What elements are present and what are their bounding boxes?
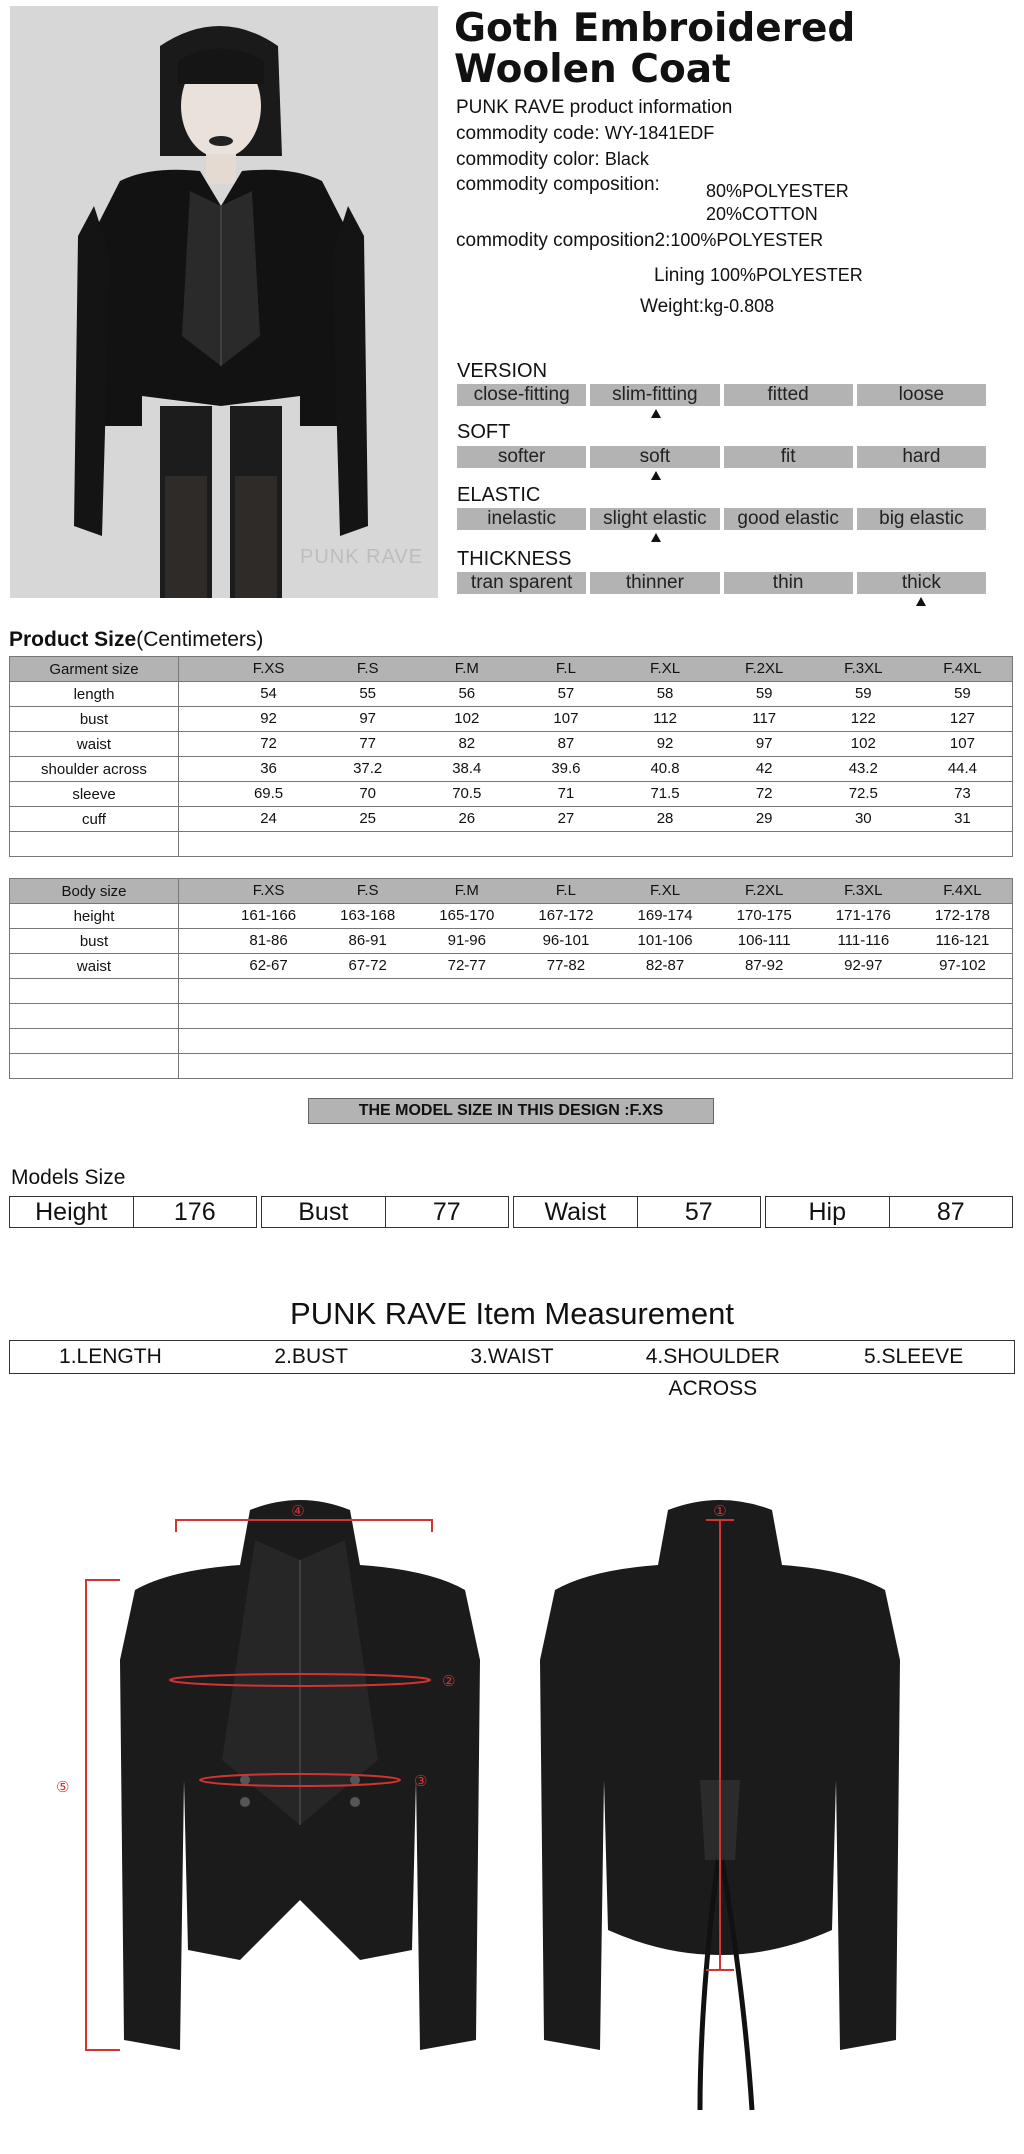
table-header-label: Body size	[10, 879, 179, 904]
table-cell: 39.6	[551, 760, 581, 777]
color-value: Black	[604, 149, 649, 169]
row-label: cuff	[10, 807, 179, 832]
lining-label: Lining	[654, 265, 705, 286]
table-cell: 172-178	[934, 907, 990, 924]
row-label: sleeve	[10, 782, 179, 807]
code-row	[456, 122, 714, 145]
model-measure-label: Waist	[544, 1198, 607, 1226]
product-size-title	[9, 628, 263, 652]
table-row-empty	[10, 1054, 1013, 1079]
table-cell: 92	[260, 710, 277, 727]
table-cell: 44.4	[947, 760, 978, 777]
model-size-note: THE MODEL SIZE IN THIS DESIGN :F.XS	[308, 1098, 714, 1124]
scale-option: big elastic	[857, 508, 986, 530]
model-measure-label: Hip	[808, 1198, 846, 1226]
model-measure-value: 57	[637, 1197, 761, 1227]
row-label: waist	[10, 732, 179, 757]
table-row-empty	[10, 832, 1013, 857]
model-measure-hip	[765, 1196, 1013, 1228]
size-header: F.2XL	[745, 660, 784, 677]
size-header: F.S	[356, 882, 379, 899]
table-cell: 163-168	[340, 907, 396, 924]
scale-elastic-title: ELASTIC	[457, 484, 541, 506]
scale-option: thinner	[590, 572, 719, 594]
info-heading: PUNK RAVE product information	[456, 97, 733, 118]
table-cell: 62-67	[249, 957, 288, 974]
table-cell: 59	[954, 685, 971, 702]
table-cell: 87	[557, 735, 575, 752]
garment-measurement-diagram	[0, 1480, 1024, 2120]
size-header: F.XL	[650, 882, 681, 899]
table-cell: 59	[854, 685, 872, 702]
table-cell: 24	[260, 810, 277, 827]
model-measure-waist	[513, 1196, 761, 1228]
composition-value-2: 20%COTTON	[706, 204, 818, 224]
scale-option: thick	[857, 572, 986, 594]
table-cell: 38.4	[452, 760, 482, 777]
product-size-title-text: Product Size	[9, 628, 137, 651]
table-cell: 54	[260, 685, 277, 702]
table-cell: 70	[359, 785, 377, 802]
measurement-title: PUNK RAVE Item Measurement	[290, 1296, 734, 1331]
table-cell: 73	[954, 785, 971, 802]
table-cell: 70.5	[452, 785, 482, 802]
table-cell: 82	[458, 735, 476, 752]
scale-option: soft	[590, 446, 719, 468]
table-row-empty	[10, 979, 1013, 1004]
model-measure-value: 176	[133, 1197, 257, 1227]
table-cell: 97	[359, 710, 377, 727]
table-cell: 161-166	[241, 907, 297, 924]
size-header: F.3XL	[844, 660, 883, 677]
table-cell: 56	[458, 685, 476, 702]
table-cell: 102	[850, 735, 876, 752]
table-cell: 29	[755, 810, 773, 827]
table-cell: 55	[359, 685, 377, 702]
size-header: F.XS	[252, 660, 285, 677]
table-cell: 72	[260, 735, 277, 752]
table-cell: 72.5	[848, 785, 878, 802]
table-row	[10, 732, 1013, 757]
table-cell: 107	[949, 735, 975, 752]
size-header: F.XS	[252, 882, 285, 899]
body-size-table	[9, 878, 1013, 1079]
table-cell: 91-96	[447, 932, 486, 949]
size-header: F.L	[555, 882, 576, 899]
table-cell: 77-82	[546, 957, 586, 974]
table-cell: 37.2	[353, 760, 383, 777]
scale-option: inelastic	[457, 508, 586, 530]
composition-value-1: 80%POLYESTER	[706, 181, 849, 201]
table-cell: 72-77	[447, 957, 486, 974]
scale-option: fit	[724, 446, 853, 468]
photo-watermark: PUNK RAVE	[300, 546, 424, 568]
measurement-item: 5.SLEEVE	[863, 1345, 964, 1368]
weight-label: Weight:	[640, 296, 705, 317]
table-cell: 116-121	[935, 932, 990, 949]
table-cell: 97	[755, 735, 773, 752]
table-cell: 171-176	[835, 907, 891, 924]
scale-option: slim-fitting	[590, 384, 719, 406]
model-measure-bust	[261, 1196, 509, 1228]
model-figure	[10, 6, 438, 598]
product-size-unit: (Centimeters)	[136, 628, 264, 651]
scale-thickness	[457, 572, 986, 594]
sleeve-line	[86, 1580, 120, 2050]
lining-row	[654, 264, 863, 287]
size-header: F.4XL	[943, 882, 982, 899]
measurement-item: 1.LENGTH	[59, 1345, 162, 1368]
table-row	[10, 904, 1013, 929]
table-cell: 96-101	[542, 932, 590, 949]
table-row	[10, 929, 1013, 954]
table-row-empty	[10, 1029, 1013, 1054]
marker-bust: ②	[442, 1673, 456, 1690]
row-label: waist	[10, 954, 179, 979]
size-header: F.3XL	[844, 882, 883, 899]
scale-version	[457, 384, 986, 406]
scale-soft	[457, 446, 986, 468]
table-cell: 43.2	[848, 760, 878, 777]
table-cell: 28	[656, 810, 674, 827]
table-cell: 101-106	[637, 932, 693, 949]
table-cell: 165-170	[439, 907, 495, 924]
model-measure-label: Bust	[298, 1198, 349, 1226]
scale-option: loose	[857, 384, 986, 406]
color-label: commodity color:	[456, 149, 600, 170]
models-size-title: Models Size	[11, 1166, 126, 1189]
code-value: WY-1841EDF	[604, 123, 715, 143]
table-cell: 111-116	[837, 932, 890, 949]
table-cell: 26	[458, 810, 476, 827]
scale-option: tran sparent	[457, 572, 586, 594]
table-cell: 86-91	[348, 932, 387, 949]
table-header-row	[10, 879, 1013, 904]
table-cell: 25	[359, 810, 377, 827]
table-cell: 40.8	[650, 760, 680, 777]
size-header: F.M	[454, 660, 479, 677]
table-cell: 106-111	[737, 932, 791, 949]
selected-marker-icon	[916, 597, 926, 606]
table-cell: 81-86	[249, 932, 288, 949]
weight-value: kg-0.808	[704, 296, 775, 316]
row-label: shoulder across	[10, 757, 179, 782]
row-label: length	[10, 682, 179, 707]
marker-shoulder: ④	[291, 1503, 305, 1520]
models-size-row	[9, 1196, 1013, 1228]
table-cell: 167-172	[538, 907, 594, 924]
table-row	[10, 782, 1013, 807]
scale-option: good elastic	[724, 508, 853, 530]
size-header: F.S	[356, 660, 379, 677]
table-row	[10, 757, 1013, 782]
product-title	[454, 8, 1014, 90]
model-measure-value: 77	[385, 1197, 509, 1227]
scale-option: slight elastic	[590, 508, 719, 530]
selected-marker-icon	[651, 409, 661, 418]
table-row	[10, 807, 1013, 832]
row-label: height	[10, 904, 179, 929]
table-cell: 127	[949, 710, 975, 727]
scale-elastic	[457, 508, 986, 530]
table-row-empty	[10, 1004, 1013, 1029]
row-label: bust	[10, 929, 179, 954]
row-label: bust	[10, 707, 179, 732]
size-header: F.XL	[650, 660, 681, 677]
table-cell: 122	[850, 710, 876, 727]
scale-soft-title: SOFT	[457, 421, 511, 443]
size-header: F.M	[454, 882, 479, 899]
model-measure-height	[9, 1196, 257, 1228]
table-cell: 58	[656, 685, 674, 702]
scale-option: softer	[457, 446, 586, 468]
scale-thickness-title: THICKNESS	[457, 548, 572, 570]
color-row	[456, 148, 649, 171]
table-cell: 102	[454, 710, 480, 727]
table-cell: 30	[854, 810, 872, 827]
table-cell: 67-72	[348, 957, 387, 974]
composition2-value: 100%POLYESTER	[670, 230, 824, 250]
marker-waist: ③	[414, 1773, 428, 1790]
table-cell: 169-174	[637, 907, 693, 924]
table-cell: 42	[755, 760, 773, 777]
title-line-1: Goth Embroidered	[454, 6, 856, 51]
composition2-label: commodity composition2:	[456, 230, 671, 251]
table-cell: 92	[656, 735, 674, 752]
size-header: F.2XL	[745, 882, 784, 899]
composition2-row	[456, 229, 823, 252]
table-cell: 59	[755, 685, 773, 702]
composition-label: commodity composition:	[456, 174, 660, 195]
table-cell: 31	[954, 810, 971, 827]
measurement-item: 2.BUST	[274, 1345, 348, 1368]
table-cell: 82-87	[645, 957, 685, 974]
measurement-item: 3.WAIST	[470, 1345, 554, 1368]
garment-size-table	[9, 656, 1013, 857]
scale-version-title: VERSION	[457, 360, 548, 382]
weight-row	[640, 295, 774, 318]
table-header-row	[10, 657, 1013, 682]
scale-option: hard	[857, 446, 986, 468]
model-measure-label: Height	[35, 1198, 108, 1226]
table-row	[10, 707, 1013, 732]
code-label: commodity code:	[456, 123, 600, 144]
table-cell: 77	[359, 735, 377, 752]
scale-option: fitted	[724, 384, 853, 406]
table-cell: 112	[653, 710, 678, 727]
table-cell: 71	[557, 785, 575, 802]
table-cell: 87-92	[745, 957, 784, 974]
selected-marker-icon	[651, 471, 661, 480]
scale-option: thin	[724, 572, 853, 594]
marker-length: ①	[713, 1503, 727, 1520]
model-measure-value: 87	[889, 1197, 1013, 1227]
table-header-label: Garment size	[10, 657, 179, 682]
table-cell: 170-175	[736, 907, 792, 924]
table-row	[10, 682, 1013, 707]
size-header: F.L	[555, 660, 576, 677]
table-cell: 97-102	[939, 957, 986, 974]
table-cell: 107	[553, 710, 579, 727]
table-cell: 72	[755, 785, 773, 802]
table-cell: 71.5	[650, 785, 680, 802]
measurement-legend	[9, 1340, 1015, 1400]
measurement-item: 4.SHOULDER ACROSS	[645, 1345, 780, 1400]
table-cell: 57	[557, 685, 575, 702]
size-header: F.4XL	[943, 660, 982, 677]
marker-sleeve: ⑤	[56, 1779, 70, 1796]
table-cell: 27	[557, 810, 575, 827]
table-row	[10, 954, 1013, 979]
scale-option: close-fitting	[457, 384, 586, 406]
title-line-2: Woolen Coat	[454, 47, 731, 92]
selected-marker-icon	[651, 533, 661, 542]
table-cell: 117	[752, 710, 777, 727]
table-cell: 36	[260, 760, 277, 777]
table-cell: 69.5	[253, 785, 284, 802]
lining-value: 100%POLYESTER	[710, 265, 863, 285]
model-photo	[10, 6, 438, 598]
table-cell: 92-97	[844, 957, 883, 974]
